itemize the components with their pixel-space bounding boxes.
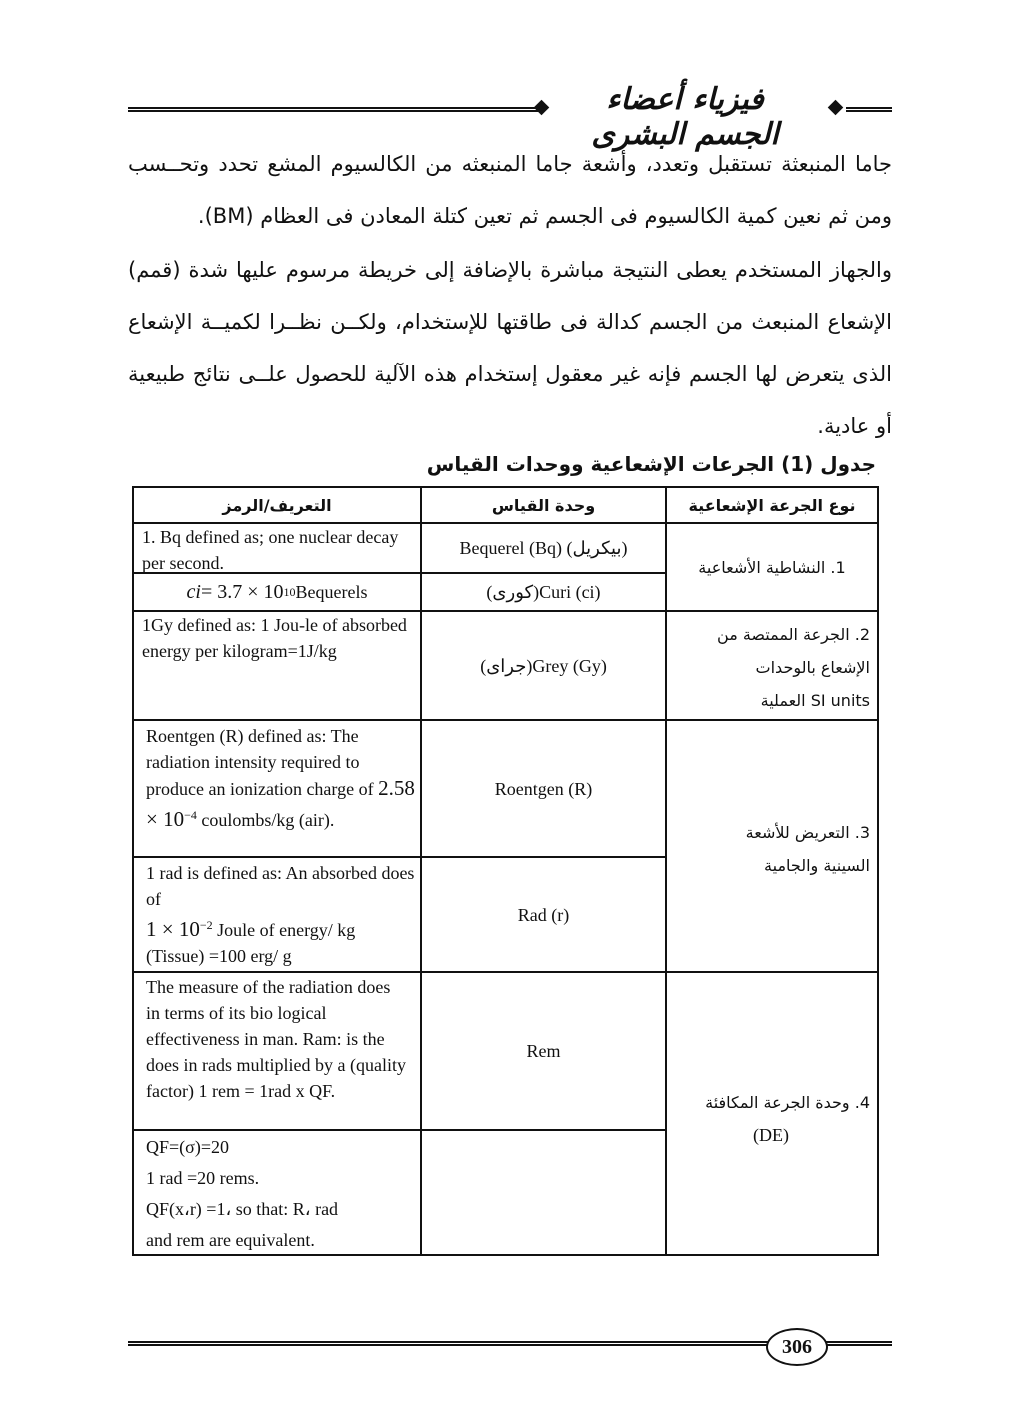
- header-definition: التعريف/الرمز: [222, 495, 332, 515]
- qf-line1: QF=(σ)=20: [146, 1137, 230, 1157]
- header-unit: وحدة القياس: [491, 495, 596, 515]
- row4-type-line2: (DE): [753, 1125, 789, 1145]
- rad-def-text: 1 rad is defined as: An absorbed does of: [146, 863, 415, 909]
- row1-unit-ci: (كورى)Curi (ci): [486, 582, 601, 602]
- row2-dose-type: [672, 618, 870, 718]
- row2-type-line1: 2. الجرعة الممتصة من: [717, 625, 870, 644]
- ci-value: = 3.7 × 10: [200, 581, 284, 603]
- rad-def-exponent: −2: [199, 918, 213, 932]
- rad-def-unit: Joule of energy/ kg (Tissue) =100 erg/ g: [146, 920, 356, 966]
- row4-dose-type: [672, 1086, 870, 1156]
- row4-type-line1: 4. وحدة الجرعة المكافئة: [705, 1093, 870, 1112]
- header-diamond-right-icon: [828, 100, 844, 116]
- row2-unit-gy: (جراى)Grey (Gy): [480, 655, 607, 676]
- page-number: 306: [766, 1328, 828, 1366]
- row4-unit-rem: Rem: [526, 1041, 561, 1061]
- row1-definition-ci: [134, 574, 420, 610]
- row2-type-line3: SI units العملية: [760, 691, 870, 710]
- row2-definition-gy: 1Gy defined as: 1 Jou-le of absorbed energy per kilogram=1J/kg: [142, 615, 407, 661]
- row4-definition-qf: [146, 1132, 416, 1252]
- row3-type-line1: 3. التعريض للأشعة: [745, 823, 870, 842]
- row2-type-line2: الإشعاع بالوحدات: [755, 658, 870, 677]
- header-dose-type: نوع الجرعة الإشعاعية: [688, 495, 856, 515]
- ci-exponent: 10: [283, 585, 296, 599]
- roentgen-def-unit: coulombs/kg (air).: [196, 810, 335, 830]
- paragraph-2: والجهاز المستخدم يعطى النتيجة مباشرة بالإضافة إلى خريطة مرسوم عليها شدة (قمم) الإشعاع المنبعث من الجسم كدالة فى طاقتها للإستخدام، ولكــن نظــرا لكميــة الإشعاع الذى يتعرض لها الجسم فإنه غير معقول إستخدام هذه الآلية للحصول علــى نتائج طبيعية أو عادية.: [128, 258, 892, 438]
- ci-symbol: ci: [186, 581, 201, 603]
- header-rule-left: [128, 107, 541, 112]
- footer-rule-left: [128, 1341, 768, 1346]
- roentgen-def-exponent: −4: [184, 808, 197, 822]
- row4-sub-rule: [132, 1129, 667, 1131]
- row3-unit-rad: Rad (r): [517, 904, 570, 925]
- row3-dose-type: [672, 816, 870, 886]
- header-rule-right: [846, 107, 892, 112]
- qf-line2: 1 rad =20 rems.: [146, 1168, 260, 1188]
- table-title: جدول (1) الجرعات الإشعاعية ووحدات القياس: [426, 452, 876, 476]
- dose-units-table: [132, 486, 879, 1256]
- table-border-right: [877, 486, 879, 1256]
- qf-line3: QF(x،r) =1، so that: R، rad: [146, 1199, 339, 1219]
- row1-definition-bq: 1. Bq defined as; one nuclear decay per second.: [142, 527, 399, 573]
- roentgen-def-text: Roentgen (R) defined as: The radiation intensity required to produce an ionization charge of: [146, 726, 379, 799]
- footer-rule-right: [824, 1341, 892, 1346]
- header-diamond-left-icon: [534, 100, 550, 116]
- running-header-title: فيزياء أعضاء الجسم البشرى: [591, 82, 779, 152]
- qf-line4: and rem are equivalent.: [146, 1230, 315, 1250]
- row4-definition-rem: The measure of the radiation does in terms of its bio logical effectiveness in man. Ram: is the does in rads multiplied by a (quality factor) 1 rem = 1rad x QF.: [146, 977, 406, 1101]
- row1-unit-bq: Bequerel (Bq) (بيكريل): [459, 538, 628, 558]
- roentgen-def-value: 2.58 × 10: [146, 776, 415, 831]
- row3-definition-rad: [146, 860, 416, 970]
- row3-unit-roentgen: Roentgen (R): [494, 778, 593, 799]
- rad-def-value: 1 × 10: [146, 917, 200, 941]
- row3-definition-roentgen: [146, 723, 416, 856]
- row1-dose-type: 1. النشاطية الأشعاعية: [698, 557, 846, 577]
- ci-unit: Bequerels: [295, 582, 368, 602]
- row3-type-line2: السينية والجامية: [764, 856, 870, 875]
- paragraph-1: جاما المنبعثة تستقبل وتعدد، وأشعة جاما المنبعثه من الكالسيوم المشع تحدد وتحــسب ومن ثم نعين كمية الكالسيوم فى الجسم ثم تعين كتلة المعادن فى العظام (BM).: [128, 152, 892, 228]
